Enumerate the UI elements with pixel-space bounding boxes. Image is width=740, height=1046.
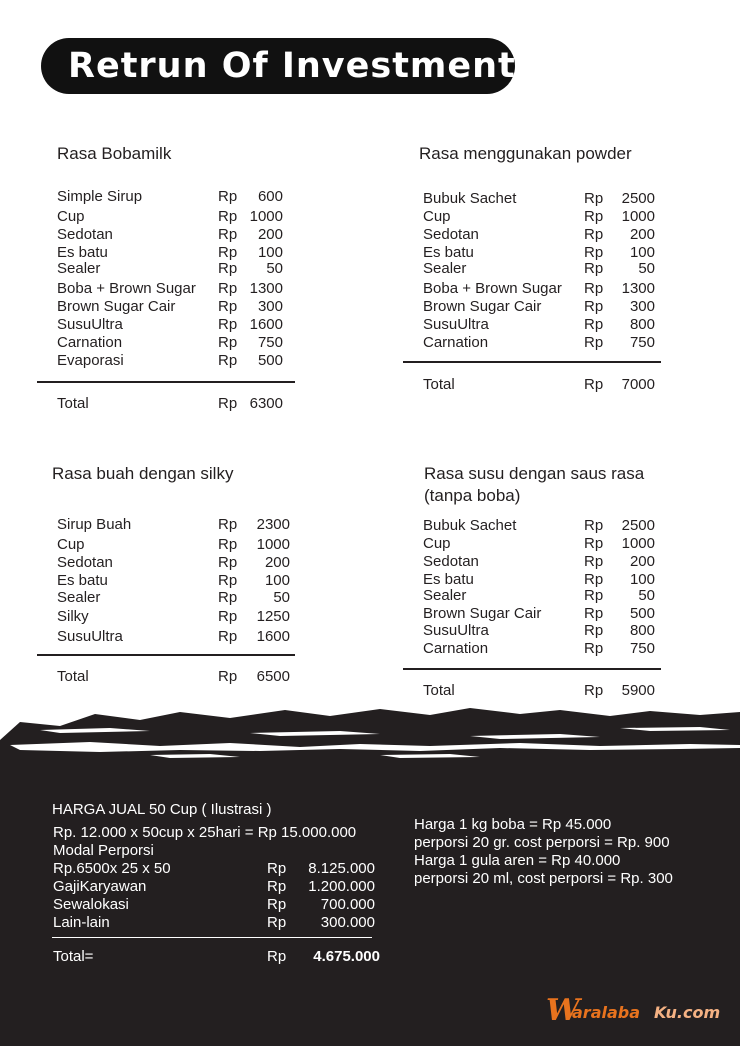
item-name: Carnation — [57, 334, 123, 351]
item-value: 500 — [629, 605, 655, 622]
item-name: Brown Sugar Cair — [423, 298, 542, 315]
total-divider — [37, 654, 295, 656]
waralabaku-logo-mark — [546, 990, 726, 1034]
section-title: Rasa menggunakan powder — [419, 144, 632, 163]
item-currency: Rp — [584, 260, 604, 277]
bottom-total-label: Total= — [53, 948, 94, 965]
total-value: 6300 — [249, 395, 283, 412]
section-title: Rasa buah dengan silky — [52, 464, 234, 483]
item-name: Cup — [57, 536, 85, 553]
item-value: 2500 — [621, 517, 655, 534]
item-value: 1600 — [256, 628, 290, 645]
item-name: Carnation — [423, 640, 489, 657]
item-name: Brown Sugar Cair — [57, 298, 176, 315]
item-name: Sedotan — [57, 554, 113, 571]
revenue-line: Rp. 12.000 x 50cup x 25hari = Rp 15.000.000 — [53, 824, 357, 841]
total-currency: Rp — [584, 376, 604, 393]
item-value: 800 — [629, 316, 655, 333]
item-name: Sealer — [57, 589, 101, 606]
total-label: Total — [57, 395, 89, 412]
item-currency: Rp — [584, 553, 604, 570]
bottom-total-currency: Rp — [267, 948, 287, 965]
note-line: Harga 1 gula aren = Rp 40.000 — [414, 852, 621, 869]
item-currency: Rp — [218, 536, 238, 553]
item-name: Sealer — [423, 260, 467, 277]
item-currency: Rp — [218, 572, 238, 589]
total-value: 5900 — [621, 682, 655, 699]
item-name: Evaporasi — [57, 352, 124, 369]
item-currency: Rp — [584, 280, 604, 297]
total-label: Total — [423, 682, 455, 699]
section-subtitle: (tanpa boba) — [424, 486, 521, 505]
cost-name: Lain-lain — [53, 914, 110, 931]
item-name: Es batu — [423, 571, 474, 588]
cost-name: Sewalokasi — [53, 896, 129, 913]
item-value: 50 — [266, 260, 283, 277]
item-name: Simple Sirup — [57, 188, 143, 205]
item-value: 1300 — [621, 280, 655, 297]
item-currency: Rp — [584, 316, 604, 333]
total-value: 6500 — [256, 668, 290, 685]
item-name: Cup — [423, 208, 451, 225]
svg-text:aralaba: aralaba — [572, 1003, 641, 1022]
total-divider — [37, 381, 295, 383]
section-title: Rasa susu dengan saus rasa — [424, 464, 645, 483]
item-value: 200 — [629, 553, 655, 570]
item-name: Cup — [57, 208, 85, 225]
total-currency: Rp — [218, 395, 238, 412]
total-divider — [403, 668, 661, 670]
item-value: 800 — [629, 622, 655, 639]
brush-stroke-edge — [0, 700, 740, 770]
item-name: SusuUltra — [423, 622, 489, 639]
item-currency: Rp — [218, 260, 238, 277]
bottom-total-divider — [52, 937, 372, 938]
item-currency: Rp — [218, 244, 238, 261]
item-value: 100 — [629, 244, 655, 261]
item-value: 1000 — [621, 535, 655, 552]
item-currency: Rp — [218, 280, 238, 297]
item-currency: Rp — [584, 535, 604, 552]
note-line: perporsi 20 ml, cost perporsi = Rp. 300 — [414, 870, 673, 887]
item-value: 1000 — [249, 208, 283, 225]
item-currency: Rp — [584, 244, 604, 261]
item-value: 750 — [629, 334, 655, 351]
item-name: Es batu — [57, 572, 108, 589]
cost-name: Rp.6500x 25 x 50 — [53, 860, 171, 877]
item-currency: Rp — [218, 298, 238, 315]
item-name: SusuUltra — [57, 316, 123, 333]
item-name: SusuUltra — [57, 628, 123, 645]
total-currency: Rp — [218, 668, 238, 685]
total-divider — [403, 361, 661, 363]
item-value: 1600 — [249, 316, 283, 333]
item-currency: Rp — [218, 608, 238, 625]
item-value: 1250 — [256, 608, 290, 625]
item-name: Sedotan — [57, 226, 113, 243]
item-name: Bubuk Sachet — [423, 190, 517, 207]
cost-currency: Rp — [267, 896, 287, 913]
item-currency: Rp — [584, 190, 604, 207]
item-value: 50 — [273, 589, 290, 606]
item-name: Boba + Brown Sugar — [57, 280, 196, 297]
item-value: 200 — [629, 226, 655, 243]
item-value: 200 — [257, 226, 283, 243]
cost-value: 1.200.000 — [308, 878, 375, 895]
cost-name: GajiKaryawan — [53, 878, 147, 895]
svg-text:W: W — [546, 993, 580, 1028]
item-name: Brown Sugar Cair — [423, 605, 542, 622]
total-label: Total — [423, 376, 455, 393]
item-name: Carnation — [423, 334, 489, 351]
item-name: Cup — [423, 535, 451, 552]
item-name: Sedotan — [423, 226, 479, 243]
item-value: 2300 — [256, 516, 290, 533]
item-currency: Rp — [584, 298, 604, 315]
bottom-total-value: 4.675.000 — [313, 948, 380, 965]
item-value: 100 — [257, 244, 283, 261]
item-value: 1300 — [249, 280, 283, 297]
section-title: Rasa Bobamilk — [57, 144, 172, 163]
item-name: Silky — [57, 608, 89, 625]
item-value: 1000 — [256, 536, 290, 553]
total-currency: Rp — [584, 682, 604, 699]
item-name: SusuUltra — [423, 316, 489, 333]
item-currency: Rp — [584, 571, 604, 588]
item-value: 1000 — [621, 208, 655, 225]
cost-currency: Rp — [267, 860, 287, 877]
item-value: 200 — [264, 554, 290, 571]
item-currency: Rp — [218, 628, 238, 645]
item-currency: Rp — [584, 587, 604, 604]
waralabaku-logo — [546, 990, 726, 1034]
cost-value: 700.000 — [320, 896, 375, 913]
harga-jual-heading: HARGA JUAL 50 Cup ( Ilustrasi ) — [52, 801, 272, 818]
item-name: Bubuk Sachet — [423, 517, 517, 534]
item-currency: Rp — [218, 208, 238, 225]
modal-heading: Modal Perporsi — [53, 842, 154, 859]
item-name: Sedotan — [423, 553, 479, 570]
item-value: 750 — [629, 640, 655, 657]
svg-text:Ku.com: Ku.com — [654, 1003, 721, 1022]
item-currency: Rp — [584, 622, 604, 639]
item-currency: Rp — [218, 589, 238, 606]
item-name: Sirup Buah — [57, 516, 132, 533]
item-currency: Rp — [584, 517, 604, 534]
page-title: Retrun Of Investment — [68, 46, 516, 86]
item-value: 300 — [629, 298, 655, 315]
item-currency: Rp — [584, 334, 604, 351]
item-currency: Rp — [218, 554, 238, 571]
cost-currency: Rp — [267, 878, 287, 895]
item-name: Sealer — [423, 587, 467, 604]
item-currency: Rp — [218, 352, 238, 369]
item-currency: Rp — [584, 640, 604, 657]
cost-value: 300.000 — [320, 914, 375, 931]
item-value: 750 — [257, 334, 283, 351]
item-value: 600 — [257, 188, 283, 205]
total-label: Total — [57, 668, 89, 685]
note-line: perporsi 20 gr. cost perporsi = Rp. 900 — [414, 834, 670, 851]
item-value: 2500 — [621, 190, 655, 207]
item-currency: Rp — [218, 316, 238, 333]
total-value: 7000 — [621, 376, 655, 393]
item-currency: Rp — [218, 226, 238, 243]
cost-currency: Rp — [267, 914, 287, 931]
note-line: Harga 1 kg boba = Rp 45.000 — [414, 816, 612, 833]
item-value: 300 — [257, 298, 283, 315]
item-value: 100 — [264, 572, 290, 589]
cost-value: 8.125.000 — [308, 860, 375, 877]
item-currency: Rp — [584, 226, 604, 243]
item-currency: Rp — [218, 334, 238, 351]
item-value: 500 — [257, 352, 283, 369]
item-currency: Rp — [584, 208, 604, 225]
item-currency: Rp — [584, 605, 604, 622]
item-currency: Rp — [218, 188, 238, 205]
item-value: 50 — [638, 260, 655, 277]
item-name: Es batu — [423, 244, 474, 261]
item-value: 50 — [638, 587, 655, 604]
item-name: Es batu — [57, 244, 108, 261]
item-value: 100 — [629, 571, 655, 588]
item-name: Boba + Brown Sugar — [423, 280, 562, 297]
item-name: Sealer — [57, 260, 101, 277]
item-currency: Rp — [218, 516, 238, 533]
